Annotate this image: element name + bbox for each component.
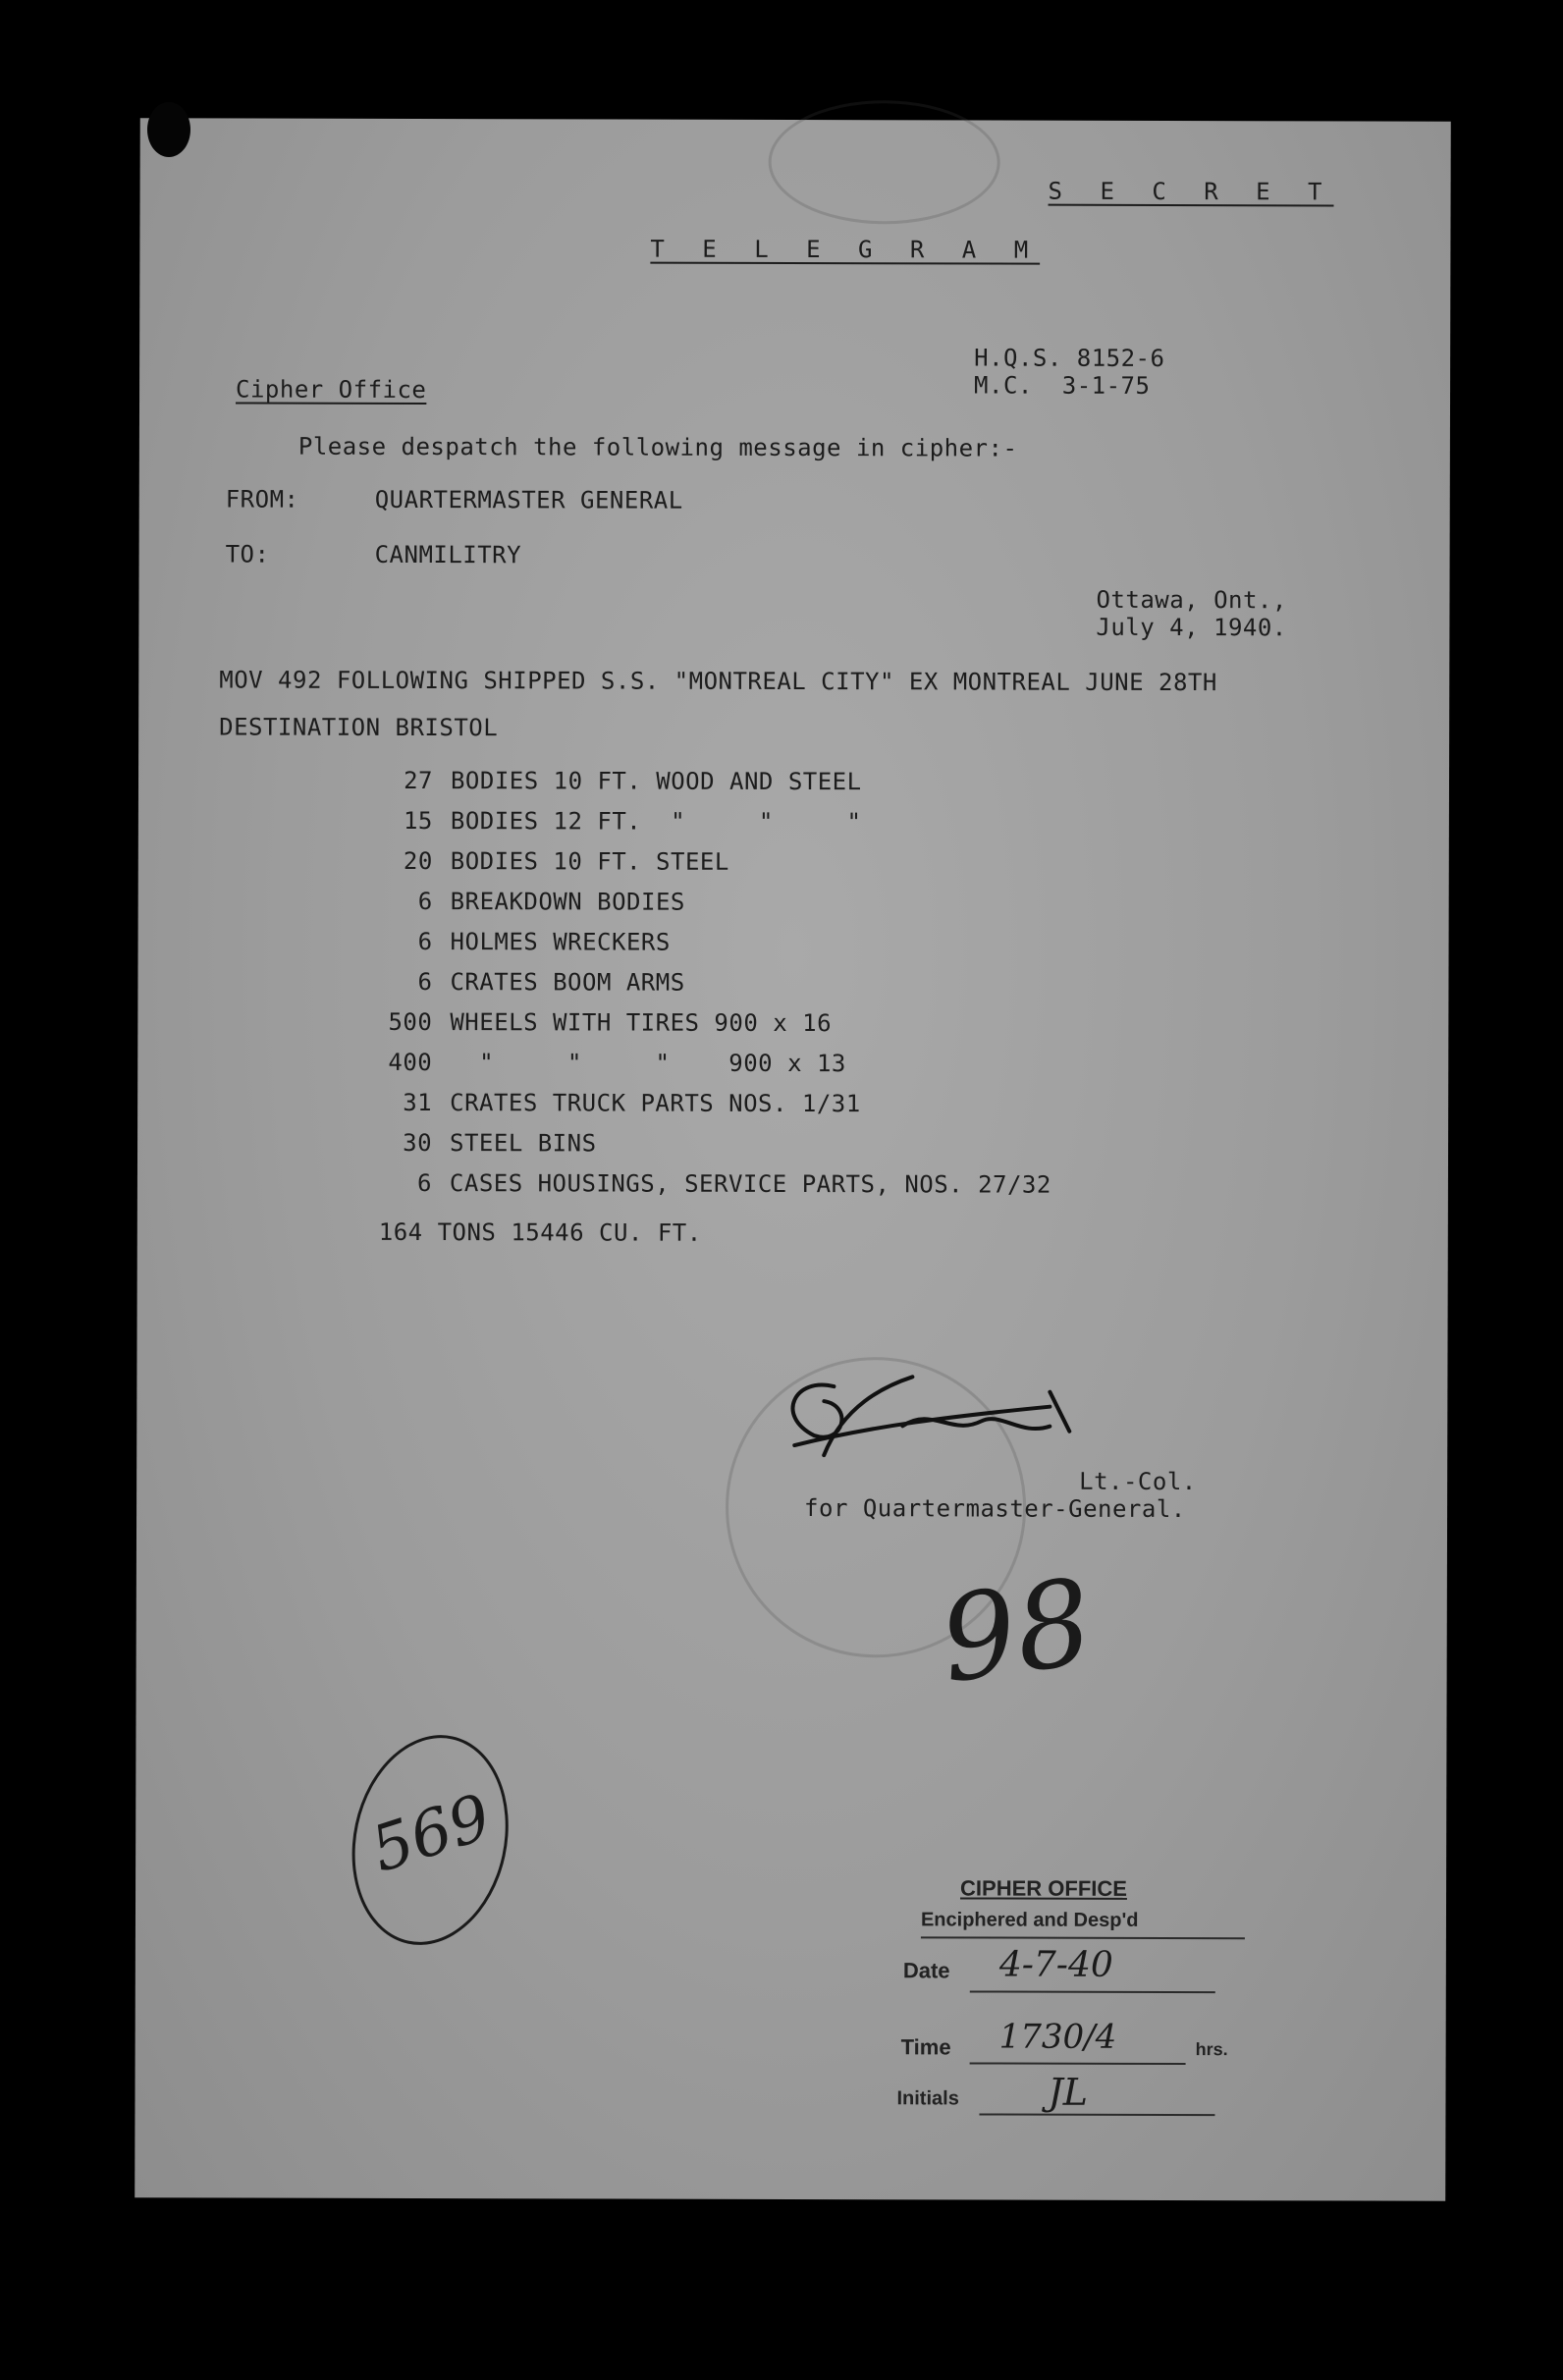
- stamp-time-rule: [970, 2062, 1186, 2065]
- shipment-item-row: [364, 767, 862, 795]
- shipment-item-row: [364, 888, 685, 916]
- addressee: Cipher Office: [236, 375, 427, 405]
- place-line: Ottawa, Ont.,: [1096, 585, 1287, 615]
- signature-rank: Lt.-Col.: [1079, 1467, 1197, 1496]
- total-line: 164 TONS 15446 CU. FT.: [378, 1217, 702, 1247]
- shipment-item-row: [363, 968, 684, 997]
- from-value: QUARTERMASTER GENERAL: [374, 485, 683, 514]
- telegram-page: [135, 118, 1451, 2200]
- item-description: WHEELS WITH TIRES 900 x 16: [450, 1008, 833, 1038]
- item-quantity: 500: [388, 1007, 433, 1037]
- stamp-subtitle-rule: [921, 1936, 1245, 1939]
- shipment-item-row: [363, 1008, 832, 1037]
- item-quantity: 6: [417, 927, 433, 956]
- item-description: HOLMES WRECKERS: [450, 928, 671, 956]
- ghost-seal-top: [768, 100, 999, 225]
- shipment-item-row: [364, 847, 729, 876]
- shipment-item-row: [363, 1089, 861, 1117]
- item-quantity: 27: [404, 766, 434, 795]
- shipment-item-row: [364, 928, 671, 956]
- instruction-line: Please despatch the following message in cipher:-: [297, 432, 1018, 462]
- reference-hqs: H.Q.S. 8152-6: [974, 344, 1165, 372]
- item-quantity: 6: [417, 967, 433, 997]
- stamp-date-rule: [970, 1990, 1215, 1993]
- message-line-2: DESTINATION BRISTOL: [219, 713, 499, 742]
- item-description: CASES HOUSINGS, SERVICE PARTS, NOS. 27/32: [449, 1169, 1051, 1199]
- stamp-time-suffix: hrs.: [1195, 2039, 1228, 2060]
- shipment-item-row: [364, 807, 862, 836]
- stamp-subtitle: Enciphered and Desp'd: [920, 1909, 1139, 1931]
- item-description: CRATES BOOM ARMS: [450, 968, 685, 997]
- item-quantity: 6: [416, 1168, 432, 1198]
- handwritten-mark: 98: [932, 1553, 1101, 1710]
- shipment-item-row: [363, 1049, 846, 1077]
- item-quantity: 30: [403, 1128, 433, 1158]
- to-value: CANMILITRY: [374, 540, 522, 569]
- message-line-1: MOV 492 FOLLOWING SHIPPED S.S. "MONTREAL CITY" EX MONTREAL JUNE 28TH: [219, 666, 1217, 697]
- stamp-date-value: 4-7-40: [998, 1944, 1113, 1985]
- from-label: FROM:: [225, 485, 299, 514]
- item-quantity: 6: [417, 887, 433, 916]
- date-line: July 4, 1940.: [1096, 613, 1287, 642]
- item-description: " " " 900 x 13: [450, 1049, 846, 1078]
- item-description: BODIES 12 FT. " " ": [450, 807, 862, 837]
- item-description: BODIES 10 FT. STEEL: [450, 847, 729, 876]
- item-quantity: 400: [388, 1048, 433, 1077]
- item-quantity: 15: [403, 806, 433, 836]
- stamp-date-label: Date: [902, 1958, 950, 1983]
- stamp-initials-value: JL: [1048, 2070, 1089, 2114]
- signature-scribble: [755, 1347, 1108, 1495]
- reference-mc: M.C. 3-1-75: [974, 371, 1151, 400]
- stamp-title: CIPHER OFFICE: [960, 1875, 1127, 1901]
- telegram-heading: T E L E G R A M: [650, 235, 1041, 264]
- item-description: CRATES TRUCK PARTS NOS. 1/31: [450, 1089, 861, 1118]
- classification-label: S E C R E T: [1048, 177, 1334, 206]
- item-quantity: 31: [403, 1088, 433, 1117]
- circled-number: 569: [362, 1781, 500, 1887]
- stamp-time-label: Time: [900, 2034, 951, 2060]
- item-quantity: 20: [403, 846, 433, 876]
- shipment-item-row: [363, 1129, 597, 1158]
- stamp-initials-rule: [979, 2114, 1214, 2117]
- shipment-item-row: [363, 1169, 1051, 1199]
- stamp-initials-label: Initials: [896, 2087, 959, 2110]
- to-label: TO:: [225, 540, 270, 568]
- signature-for: for Quartermaster-General.: [804, 1494, 1186, 1524]
- stamp-time-value: 1730/4: [998, 2017, 1117, 2057]
- punch-hole: [147, 102, 190, 157]
- item-description: STEEL BINS: [450, 1129, 597, 1158]
- item-description: BREAKDOWN BODIES: [450, 888, 685, 916]
- item-description: BODIES 10 FT. WOOD AND STEEL: [450, 767, 862, 796]
